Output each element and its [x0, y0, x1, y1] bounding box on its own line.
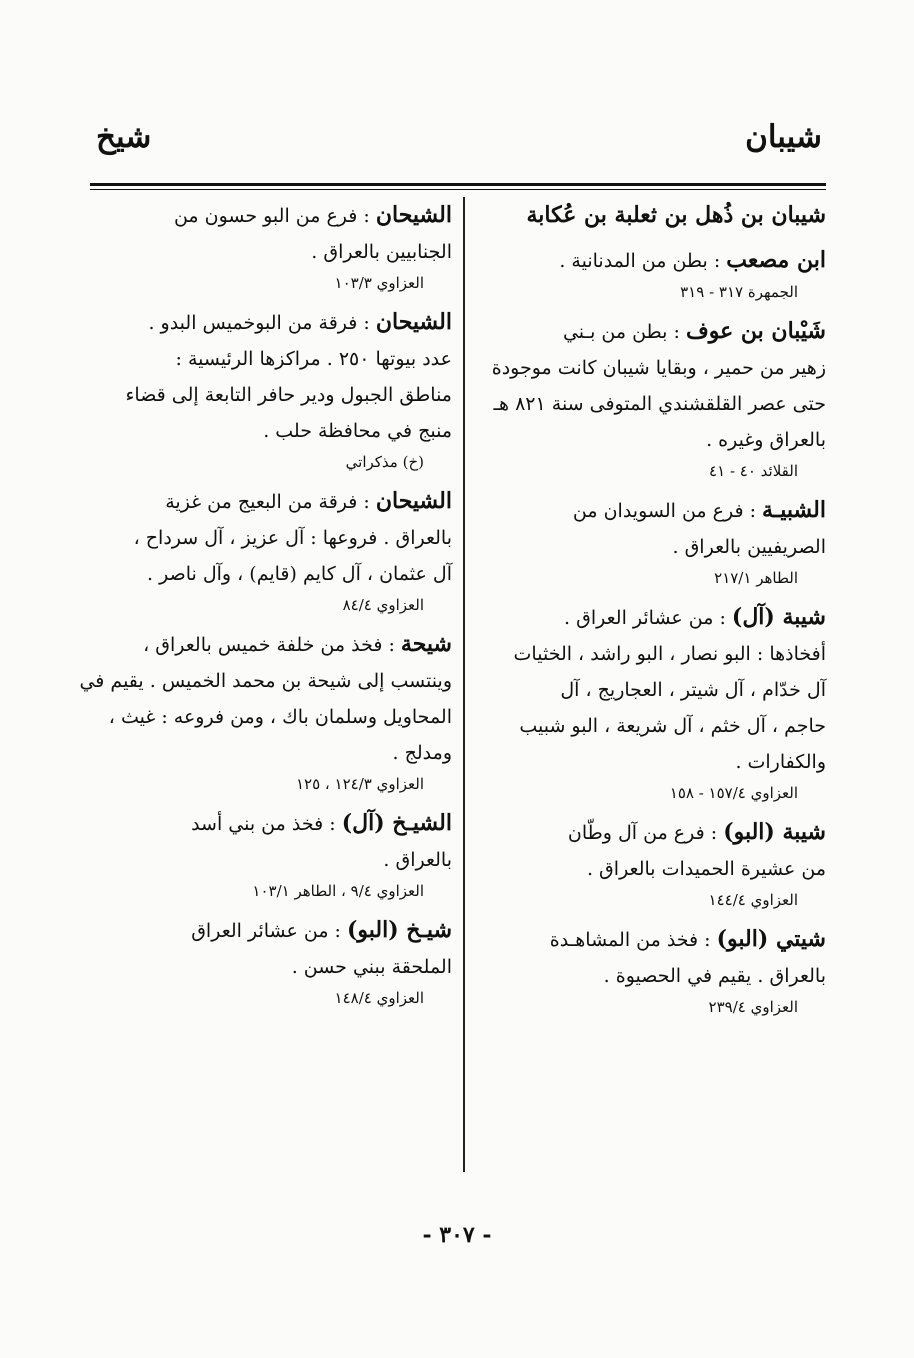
- entry-text: : بطن من المدنانية .: [559, 250, 721, 272]
- entry-headword: شيبة (البو): [723, 819, 826, 845]
- dictionary-entry: [96, 912, 452, 1011]
- entry-text-line: بالعراق .: [383, 849, 452, 871]
- entry-text-line: المحاويل وسلمان باك ، ومن فروعه : غيث ،: [108, 706, 452, 728]
- entry-headword: شَيْبان بن عوف: [685, 318, 826, 344]
- running-head-left: شيخ: [96, 119, 152, 155]
- entry-headword: الشبيـة: [762, 497, 826, 523]
- entry-text-line: ومدلج .: [392, 742, 452, 764]
- entry-headword: الشيـخ (آل): [341, 810, 452, 836]
- entry-text: : فرع من السويدان من: [572, 500, 756, 522]
- entry-text-line: من عشيرة الحميدات بالعراق .: [586, 858, 826, 880]
- entry-headword: شيبة (آل): [731, 604, 826, 630]
- dictionary-entry: [476, 242, 826, 305]
- entry-first-line: [476, 921, 826, 958]
- entry-text-line: الصريفيين بالعراق .: [672, 536, 826, 558]
- entry-text-line: منبج في محافظة حلب .: [263, 420, 452, 442]
- entry-headword: ابن مصعب: [726, 247, 826, 273]
- dictionary-entry: [96, 304, 452, 475]
- entry-first-line: [476, 814, 826, 851]
- running-head-right: شيبان: [745, 119, 822, 155]
- entry-reference: العزاوي ٨٤/٤: [342, 596, 424, 614]
- entry-headword: الشيحان: [375, 202, 452, 228]
- entry-text-line: مناطق الجبول ودير حافر التابعة إلى قضاء: [125, 384, 452, 406]
- dictionary-entry: [79, 626, 452, 797]
- entry-text: : فرقة من البعيج من غزية: [165, 491, 370, 513]
- entry-text: : من عشائر العراق: [191, 920, 341, 942]
- entry-headword: شيـخ (البو): [346, 917, 452, 943]
- entry-text-line: بالعراق . فروعها : آل عزيز ، آل سرداح ،: [133, 527, 452, 549]
- entry-text-line: بالعراق وغيره .: [706, 429, 826, 451]
- entry-text: : فرع من البو حسون من: [173, 205, 370, 227]
- entry-text: : فرع من آل وطّان: [567, 822, 718, 844]
- entry-reference: العزاوي ١٤٨/٤: [334, 989, 424, 1007]
- entry-headword: شيحة: [400, 631, 452, 657]
- entry-text-line: حتى عصر القلقشندي المتوفى سنة ٨٢١ هـ: [493, 393, 826, 415]
- entry-text: : فخذ من خلفة خميس بالعراق ،: [143, 634, 395, 656]
- entry-first-line: [476, 313, 826, 350]
- dictionary-entry: [96, 197, 452, 296]
- dictionary-entry: [476, 492, 826, 591]
- entry-first-line: [96, 304, 452, 341]
- entry-reference: القلائد ٤٠ - ٤١: [709, 462, 798, 480]
- entry-first-line: [96, 912, 452, 949]
- entry-first-line: [476, 492, 826, 529]
- entry-text: : فخذ من بني أسد: [191, 813, 336, 835]
- dictionary-entry: [476, 197, 826, 234]
- entry-reference: العزاوي ٢٣٩/٤: [708, 998, 798, 1016]
- entry-reference: العزاوي ٩/٤ ، الطاهر ١٠٣/١: [252, 882, 424, 900]
- entry-text-line: والكفارات .: [735, 751, 826, 773]
- right-column: [476, 197, 826, 1028]
- entry-reference: العزاوي ١٥٧/٤ - ١٥٨: [669, 784, 798, 802]
- entry-text-line: بالعراق . يقيم في الحصيوة .: [603, 965, 826, 987]
- entry-text: : من عشائر العراق .: [564, 607, 726, 629]
- entry-reference: العزاوي ١٠٣/٣: [334, 274, 424, 292]
- entry-text: : فرقة من البوخميس البدو .: [148, 312, 370, 334]
- column-divider: [463, 197, 465, 1172]
- entry-first-line: [96, 483, 452, 520]
- entry-reference: الطاهر ٢١٧/١: [714, 569, 798, 587]
- dictionary-entry: [476, 921, 826, 1020]
- entry-reference: الجمهرة ٣١٧ - ٣١٩: [680, 283, 798, 301]
- dictionary-entry: [476, 599, 826, 806]
- dictionary-entry: [96, 483, 452, 618]
- entry-headword: الشيحان: [375, 488, 452, 514]
- dictionary-entry: [476, 814, 826, 913]
- entry-text-line: أفخاذها : البو نصار ، البو راشد ، الخثيات: [513, 643, 826, 665]
- entry-first-line: [96, 626, 452, 663]
- entry-reference: العزاوي ١٢٤/٣ ، ١٢٥: [295, 775, 424, 793]
- page-number: - ٣٠٧ -: [422, 1222, 492, 1248]
- entry-first-line: [96, 197, 452, 234]
- entry-first-line: [476, 197, 826, 234]
- entry-headword: شيبان بن ذُهل بن ثعلبة بن عُكابة: [526, 202, 826, 228]
- entry-text: : فخذ من المشاهـدة: [549, 929, 711, 951]
- dictionary-entry: [476, 313, 826, 484]
- entry-reference: (خ) مذكراتي: [345, 453, 424, 471]
- entry-headword: الشيحان: [375, 309, 452, 335]
- entry-text-line: زهير من حمير ، وبقايا شيبان كانت موجودة: [491, 357, 826, 379]
- entry-text-line: عدد بيوتها ٢٥٠ . مراكزها الرئيسية :: [175, 348, 452, 370]
- entry-headword: شيتي (البو): [716, 926, 826, 952]
- entry-text-line: آل خدّام ، آل شيتر ، العجاريج ، آل: [560, 679, 826, 701]
- entry-first-line: [96, 805, 452, 842]
- entry-text-line: الجنابيين بالعراق .: [311, 241, 452, 263]
- left-column: [79, 197, 452, 1019]
- entry-first-line: [476, 599, 826, 636]
- dictionary-entry: [96, 805, 452, 904]
- entry-text-line: آل عثمان ، آل كايم (قايم) ، وآل ناصر .: [147, 563, 452, 585]
- entry-first-line: [476, 242, 826, 279]
- header-rule-thick: [90, 183, 826, 186]
- header-rule-thin: [90, 189, 826, 190]
- entry-text-line: حاجم ، آل خثم ، آل شريعة ، البو شبيب: [519, 715, 826, 737]
- entry-text-line: وينتسب إلى شيحة بن محمد الخميس . يقيم في: [79, 670, 452, 692]
- entry-reference: العزاوي ١٤٤/٤: [708, 891, 798, 909]
- entry-text-line: الملحقة ببني حسن .: [291, 956, 452, 978]
- entry-text: : بطن من بـني: [562, 321, 680, 343]
